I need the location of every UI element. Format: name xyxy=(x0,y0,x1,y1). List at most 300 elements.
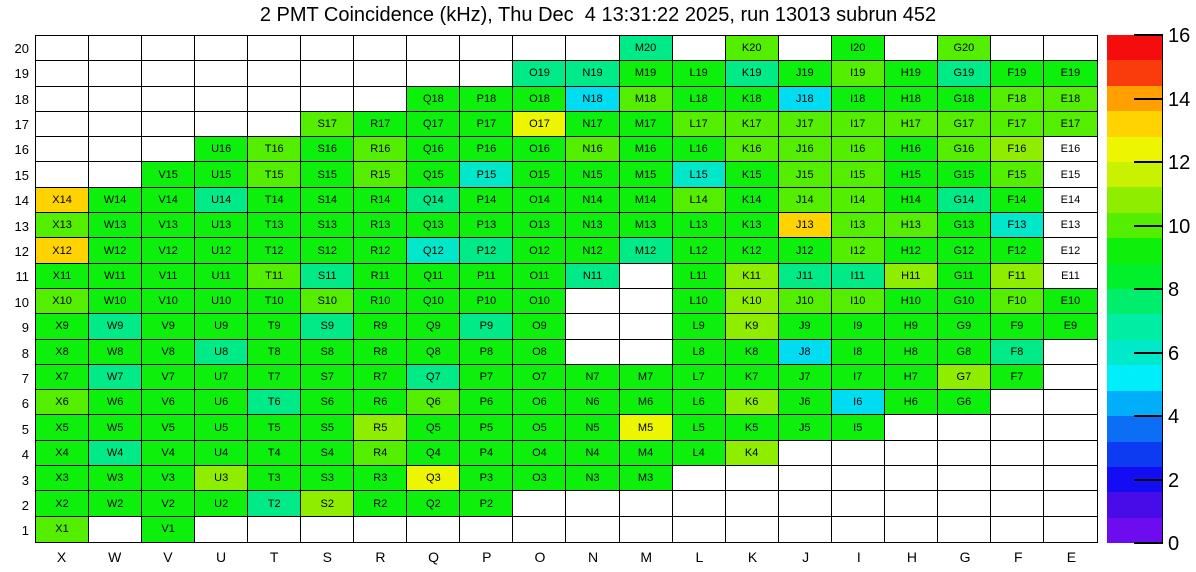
cell-label: O3 xyxy=(532,472,547,485)
cell-label: L14 xyxy=(689,193,708,206)
cell-L12 xyxy=(673,238,726,263)
cell-X8 xyxy=(36,340,89,365)
cell-L10 xyxy=(673,289,726,314)
empty-cell xyxy=(248,112,301,137)
cell-label: G11 xyxy=(953,269,974,282)
cell-L14 xyxy=(673,188,726,213)
cell-label: T15 xyxy=(264,168,284,181)
cell-label: R9 xyxy=(373,320,388,333)
cell-label: S7 xyxy=(320,371,334,384)
cell-label: W5 xyxy=(106,421,124,434)
cell-P15 xyxy=(460,162,513,187)
cell-W5 xyxy=(89,415,142,440)
cell-label: S10 xyxy=(317,295,338,308)
cell-Q14 xyxy=(407,188,460,213)
empty-cell xyxy=(673,466,726,491)
cell-L5 xyxy=(673,415,726,440)
empty-cell xyxy=(354,517,407,542)
cell-T13 xyxy=(248,213,301,238)
cell-label: R2 xyxy=(373,497,388,510)
cell-R14 xyxy=(354,188,407,213)
cell-K12 xyxy=(726,238,779,263)
cell-label: N13 xyxy=(582,219,603,232)
cell-L4 xyxy=(673,441,726,466)
colorbar-tick xyxy=(1134,288,1163,290)
cell-V4 xyxy=(142,441,195,466)
cell-I9 xyxy=(832,314,885,339)
cell-H18 xyxy=(885,87,938,112)
cell-T5 xyxy=(248,415,301,440)
cell-T4 xyxy=(248,441,301,466)
cell-W7 xyxy=(89,365,142,390)
empty-cell xyxy=(885,441,938,466)
cell-label: V14 xyxy=(158,193,178,206)
cell-T2 xyxy=(248,491,301,516)
empty-cell xyxy=(566,36,619,61)
cell-label: X8 xyxy=(55,345,69,358)
cell-label: V4 xyxy=(161,446,175,459)
cell-H13 xyxy=(885,213,938,238)
cell-label: P4 xyxy=(479,446,494,459)
cell-T11 xyxy=(248,264,301,289)
cell-label: T5 xyxy=(267,421,281,434)
cell-label: O16 xyxy=(529,143,550,156)
cell-label: J15 xyxy=(795,168,814,181)
cell-label: N3 xyxy=(585,472,600,485)
cell-O5 xyxy=(513,415,566,440)
cell-R4 xyxy=(354,441,407,466)
cell-Q3 xyxy=(407,466,460,491)
cell-E10 xyxy=(1044,289,1097,314)
y-axis-label: 2 xyxy=(21,497,29,513)
cell-label: M7 xyxy=(637,371,654,384)
empty-cell xyxy=(407,36,460,61)
cell-S12 xyxy=(301,238,354,263)
cell-Q12 xyxy=(407,238,460,263)
cell-label: M18 xyxy=(634,92,657,105)
cell-label: I9 xyxy=(853,320,863,333)
x-axis-label: W xyxy=(108,549,122,565)
empty-cell xyxy=(1044,390,1097,415)
cell-H11 xyxy=(885,264,938,289)
empty-cell xyxy=(673,491,726,516)
cell-X6 xyxy=(36,390,89,415)
cell-label: J7 xyxy=(798,371,811,384)
cell-label: P17 xyxy=(476,118,497,131)
empty-cell xyxy=(142,112,195,137)
cell-label: U6 xyxy=(214,396,229,409)
cell-label: N14 xyxy=(582,193,603,206)
cell-label: U4 xyxy=(214,446,229,459)
cell-label: P16 xyxy=(476,143,497,156)
x-axis-label: F xyxy=(1013,549,1023,565)
colorbar-tick-label: 0 xyxy=(1168,533,1180,555)
cell-label: H7 xyxy=(903,371,918,384)
cell-J8 xyxy=(779,340,832,365)
cell-label: I5 xyxy=(853,421,863,434)
cell-label: R12 xyxy=(370,244,391,257)
empty-cell xyxy=(726,466,779,491)
cell-M19 xyxy=(620,61,673,86)
cell-label: K11 xyxy=(742,269,762,282)
y-axis-label: 10 xyxy=(14,294,29,310)
cell-label: H9 xyxy=(903,320,918,333)
cell-Q5 xyxy=(407,415,460,440)
cell-label: U8 xyxy=(214,345,229,358)
cell-P9 xyxy=(460,314,513,339)
cell-label: X5 xyxy=(55,421,69,434)
cell-label: K15 xyxy=(741,168,762,181)
cell-J19 xyxy=(779,61,832,86)
empty-cell xyxy=(36,137,89,162)
cell-label: H17 xyxy=(900,118,921,131)
cell-label: V5 xyxy=(161,421,175,434)
cell-label: S14 xyxy=(317,193,338,206)
cell-label: R6 xyxy=(373,396,388,409)
cell-label: O4 xyxy=(532,446,547,459)
cell-label: K13 xyxy=(741,219,762,232)
cell-label: F13 xyxy=(1007,219,1027,232)
colorbar-tick-label: 2 xyxy=(1168,469,1180,492)
cell-label: O12 xyxy=(529,244,550,257)
cell-S7 xyxy=(301,365,354,390)
cell-X13 xyxy=(36,213,89,238)
cell-label: P8 xyxy=(479,345,494,358)
cell-label: R16 xyxy=(370,143,391,156)
empty-cell xyxy=(938,491,991,516)
cell-label: I14 xyxy=(850,193,866,206)
cell-N3 xyxy=(566,466,619,491)
cell-label: U13 xyxy=(211,219,232,232)
cell-Q17 xyxy=(407,112,460,137)
cell-W14 xyxy=(89,188,142,213)
cell-S5 xyxy=(301,415,354,440)
cell-label: S2 xyxy=(320,497,334,510)
cell-label: V10 xyxy=(158,295,178,308)
cell-W10 xyxy=(89,289,142,314)
cell-R8 xyxy=(354,340,407,365)
cell-H14 xyxy=(885,188,938,213)
cell-G17 xyxy=(938,112,991,137)
cell-label: R8 xyxy=(373,345,388,358)
cell-M16 xyxy=(620,137,673,162)
cell-label: E11 xyxy=(1061,269,1080,282)
cell-I17 xyxy=(832,112,885,137)
cell-label: L10 xyxy=(689,295,708,308)
empty-cell xyxy=(726,491,779,516)
cell-Q18 xyxy=(407,87,460,112)
cell-F9 xyxy=(991,314,1044,339)
cell-U10 xyxy=(195,289,248,314)
empty-cell xyxy=(938,415,991,440)
cell-P17 xyxy=(460,112,513,137)
cell-label: S3 xyxy=(320,472,334,485)
empty-cell xyxy=(991,441,1044,466)
empty-cell xyxy=(991,517,1044,542)
colorbar-band xyxy=(1107,35,1162,60)
cell-label: V13 xyxy=(158,219,178,232)
empty-cell xyxy=(36,36,89,61)
cell-label: G15 xyxy=(953,168,975,181)
cell-label: T13 xyxy=(264,219,284,232)
cell-N6 xyxy=(566,390,619,415)
cell-S4 xyxy=(301,441,354,466)
cell-label: F18 xyxy=(1007,92,1027,105)
cell-label: U3 xyxy=(214,472,229,485)
cell-label: S15 xyxy=(317,168,338,181)
cell-label: W8 xyxy=(106,345,124,358)
cell-label: I15 xyxy=(850,168,866,181)
cell-J17 xyxy=(779,112,832,137)
cell-label: Q3 xyxy=(426,472,441,485)
cell-label: U7 xyxy=(214,371,229,384)
cell-R3 xyxy=(354,466,407,491)
cell-S8 xyxy=(301,340,354,365)
cell-L6 xyxy=(673,390,726,415)
cell-M15 xyxy=(620,162,673,187)
cell-label: J13 xyxy=(795,219,814,232)
cell-J14 xyxy=(779,188,832,213)
cell-G16 xyxy=(938,137,991,162)
cell-label: Q9 xyxy=(426,320,441,333)
empty-cell xyxy=(513,517,566,542)
cell-label: K4 xyxy=(744,446,759,459)
cell-label: I19 xyxy=(850,67,866,80)
cell-label: G16 xyxy=(953,143,975,156)
cell-W2 xyxy=(89,491,142,516)
cell-label: L13 xyxy=(689,219,708,232)
colorbar-tick-label: 14 xyxy=(1168,88,1191,111)
empty-cell xyxy=(779,517,832,542)
cell-T3 xyxy=(248,466,301,491)
cell-label: L4 xyxy=(692,446,705,459)
cell-label: X2 xyxy=(55,497,69,510)
empty-cell xyxy=(832,466,885,491)
cell-label: I7 xyxy=(853,371,863,384)
cell-O16 xyxy=(513,137,566,162)
cell-V11 xyxy=(142,264,195,289)
cell-label: L18 xyxy=(689,92,708,105)
cell-G8 xyxy=(938,340,991,365)
empty-cell xyxy=(620,264,673,289)
cell-W12 xyxy=(89,238,142,263)
cell-label: X9 xyxy=(55,320,69,333)
cell-K13 xyxy=(726,213,779,238)
cell-Q6 xyxy=(407,390,460,415)
cell-label: V15 xyxy=(158,168,178,181)
cell-F8 xyxy=(991,340,1044,365)
empty-cell xyxy=(195,517,248,542)
cell-label: I11 xyxy=(850,269,865,282)
x-axis-label: T xyxy=(269,549,279,565)
cell-label: F15 xyxy=(1007,168,1027,181)
cell-label: K17 xyxy=(741,118,762,131)
cell-label: O17 xyxy=(529,118,550,131)
cell-O9 xyxy=(513,314,566,339)
cell-label: N5 xyxy=(585,421,600,434)
cell-label: O8 xyxy=(532,345,547,358)
empty-cell xyxy=(513,491,566,516)
empty-cell xyxy=(407,61,460,86)
colorbar-band xyxy=(1107,264,1162,289)
cell-label: J10 xyxy=(795,295,814,308)
empty-cell xyxy=(620,491,673,516)
y-axis-label: 12 xyxy=(14,243,29,259)
colorbar-tick xyxy=(1134,34,1163,36)
cell-label: U15 xyxy=(211,168,232,181)
cell-label: M14 xyxy=(634,193,657,206)
cell-label: N17 xyxy=(582,118,603,131)
cell-label: J11 xyxy=(796,269,814,282)
colorbar-band xyxy=(1107,289,1162,314)
cell-label: X6 xyxy=(55,396,69,409)
cell-L17 xyxy=(673,112,726,137)
empty-cell xyxy=(142,36,195,61)
cell-W8 xyxy=(89,340,142,365)
x-axis-label: N xyxy=(588,549,599,565)
empty-cell xyxy=(1044,36,1097,61)
cell-label: L9 xyxy=(692,320,705,333)
cell-label: S8 xyxy=(320,345,334,358)
cell-label: J14 xyxy=(795,193,814,206)
empty-cell xyxy=(301,36,354,61)
cell-F16 xyxy=(991,137,1044,162)
cell-label: P14 xyxy=(476,193,497,206)
cell-label: H11 xyxy=(901,269,921,282)
cell-label: S17 xyxy=(317,118,338,131)
cell-U4 xyxy=(195,441,248,466)
cell-X7 xyxy=(36,365,89,390)
cell-label: F11 xyxy=(1007,269,1026,282)
cell-label: L5 xyxy=(692,421,705,434)
cell-O7 xyxy=(513,365,566,390)
cell-K19 xyxy=(726,61,779,86)
cell-S10 xyxy=(301,289,354,314)
cell-label: T2 xyxy=(267,497,281,510)
cell-label: P18 xyxy=(476,92,497,105)
empty-cell xyxy=(89,517,142,542)
empty-cell xyxy=(460,61,513,86)
y-axis-label: 19 xyxy=(14,66,29,82)
cell-P10 xyxy=(460,289,513,314)
cell-X2 xyxy=(36,491,89,516)
cell-N5 xyxy=(566,415,619,440)
cell-label: Q5 xyxy=(426,421,441,434)
cell-O10 xyxy=(513,289,566,314)
empty-cell xyxy=(991,491,1044,516)
cell-H6 xyxy=(885,390,938,415)
cell-label: G6 xyxy=(956,396,972,409)
cell-label: K8 xyxy=(744,345,759,358)
cell-label: H8 xyxy=(903,345,918,358)
cell-U14 xyxy=(195,188,248,213)
cell-label: T7 xyxy=(267,371,281,384)
cell-E12 xyxy=(1044,238,1097,263)
cell-R6 xyxy=(354,390,407,415)
cell-label: L11 xyxy=(689,269,708,282)
y-axis-label: 11 xyxy=(15,269,29,285)
cell-label: X13 xyxy=(52,219,72,232)
cell-label: G8 xyxy=(956,345,972,358)
cell-K7 xyxy=(726,365,779,390)
cell-label: J18 xyxy=(795,92,814,105)
x-axis-label: X xyxy=(56,549,67,565)
cell-E16 xyxy=(1044,137,1097,162)
cell-label: I8 xyxy=(853,345,863,358)
cell-label: N18 xyxy=(582,92,603,105)
cell-label: T11 xyxy=(265,269,284,282)
cell-label: T16 xyxy=(264,143,284,156)
cell-label: V2 xyxy=(161,497,175,510)
cell-O4 xyxy=(513,441,566,466)
empty-cell xyxy=(354,87,407,112)
cell-Q9 xyxy=(407,314,460,339)
cell-P3 xyxy=(460,466,513,491)
cell-I12 xyxy=(832,238,885,263)
cell-X5 xyxy=(36,415,89,440)
cell-label: Q6 xyxy=(426,396,441,409)
empty-cell xyxy=(620,314,673,339)
empty-cell xyxy=(566,491,619,516)
cell-W4 xyxy=(89,441,142,466)
cell-F17 xyxy=(991,112,1044,137)
empty-cell xyxy=(36,61,89,86)
cell-E11 xyxy=(1044,264,1097,289)
cell-N4 xyxy=(566,441,619,466)
empty-cell xyxy=(832,517,885,542)
empty-cell xyxy=(195,87,248,112)
cell-R2 xyxy=(354,491,407,516)
y-axis-label: 14 xyxy=(14,193,29,209)
cell-M13 xyxy=(620,213,673,238)
cell-U6 xyxy=(195,390,248,415)
cell-label: Q11 xyxy=(423,269,444,282)
cell-K6 xyxy=(726,390,779,415)
cell-label: W7 xyxy=(106,371,124,384)
cell-K14 xyxy=(726,188,779,213)
colorbar-tick-label: 12 xyxy=(1168,152,1191,174)
empty-cell xyxy=(142,61,195,86)
cell-label: H14 xyxy=(900,193,921,206)
colorbar-band xyxy=(1107,518,1162,543)
cell-label: K9 xyxy=(744,320,759,333)
cell-T12 xyxy=(248,238,301,263)
cell-O3 xyxy=(513,466,566,491)
cell-F15 xyxy=(991,162,1044,187)
empty-cell xyxy=(566,289,619,314)
cell-label: W10 xyxy=(103,295,127,308)
cell-R16 xyxy=(354,137,407,162)
cell-label: H15 xyxy=(900,168,921,181)
cell-M6 xyxy=(620,390,673,415)
cell-P6 xyxy=(460,390,513,415)
empty-cell xyxy=(832,441,885,466)
cell-P7 xyxy=(460,365,513,390)
y-axis-label: 18 xyxy=(14,91,29,107)
cell-P14 xyxy=(460,188,513,213)
cell-label: K5 xyxy=(744,421,759,434)
cell-V14 xyxy=(142,188,195,213)
empty-cell xyxy=(620,517,673,542)
y-axis-label: 16 xyxy=(14,142,29,158)
cell-H9 xyxy=(885,314,938,339)
cell-K11 xyxy=(726,264,779,289)
x-axis-label: L xyxy=(695,549,704,565)
cell-label: L16 xyxy=(689,143,708,156)
cell-J6 xyxy=(779,390,832,415)
cell-N18 xyxy=(566,87,619,112)
colorbar-tick-label: 8 xyxy=(1168,279,1180,301)
